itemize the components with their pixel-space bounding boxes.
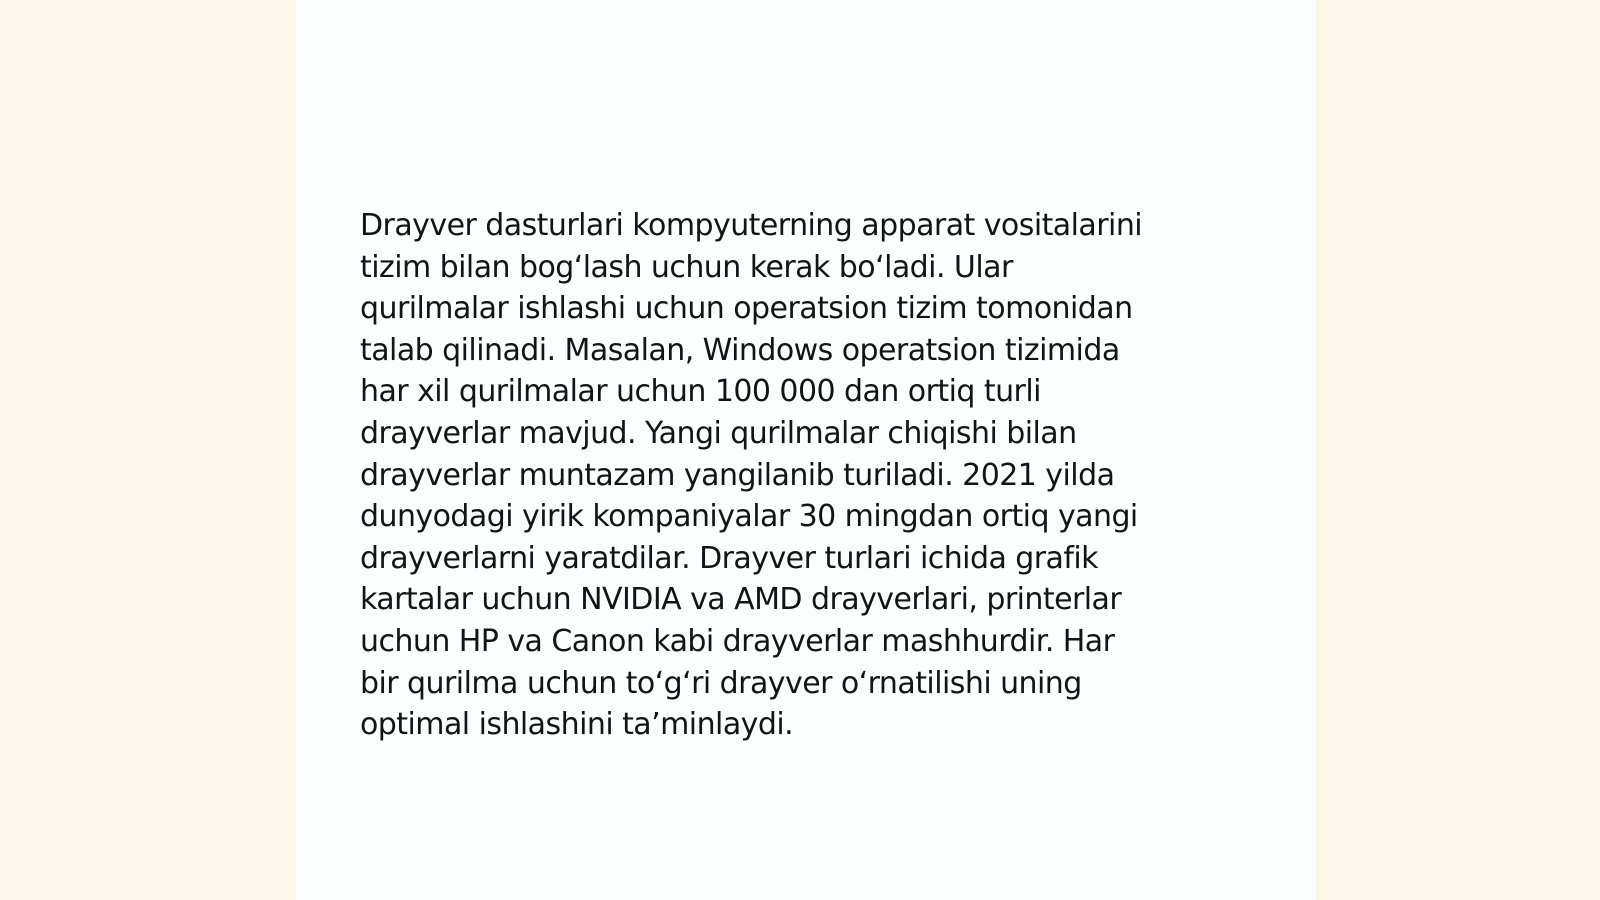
- body-line: Drayver dasturlari kompyuterning apparat vositalarini: [360, 208, 1143, 243]
- slide-body-text: [360, 205, 1260, 746]
- body-line: dunyodagi yirik kompaniyalar 30 mingdan ortiq yangi: [360, 499, 1138, 535]
- body-line: bir qurilma uchun toʻgʻri drayver oʻrnatilishi uning: [360, 665, 1082, 701]
- body-line: har xil qurilmalar uchun 100 000 dan ortiq turli: [360, 374, 1041, 410]
- body-line: drayverlar mavjud. Yangi qurilmalar chiqishi bilan: [360, 415, 1077, 451]
- body-line: drayverlar muntazam yangilanib turiladi. 2021 yilda: [360, 457, 1115, 493]
- body-line: kartalar uchun NVIDIA va AMD drayverlari, printerlar: [360, 582, 1122, 618]
- slide-page: [296, 0, 1316, 900]
- right-margin-background: [1316, 0, 1600, 900]
- body-line: uchun HP va Canon kabi drayverlar mashhurdir. Har: [360, 623, 1115, 659]
- left-margin-background: [0, 0, 296, 900]
- body-line: drayverlarni yaratdilar. Drayver turlari ichida grafik: [360, 540, 1098, 576]
- body-line: talab qilinadi. Masalan, Windows operatsion tizimida: [360, 332, 1120, 368]
- body-line: tizim bilan bogʻlash uchun kerak boʻladi. Ular: [360, 249, 1013, 285]
- body-line: qurilmalar ishlashi uchun operatsion tizim tomonidan: [360, 291, 1133, 327]
- body-line: optimal ishlashini taʼminlaydi.: [360, 707, 794, 743]
